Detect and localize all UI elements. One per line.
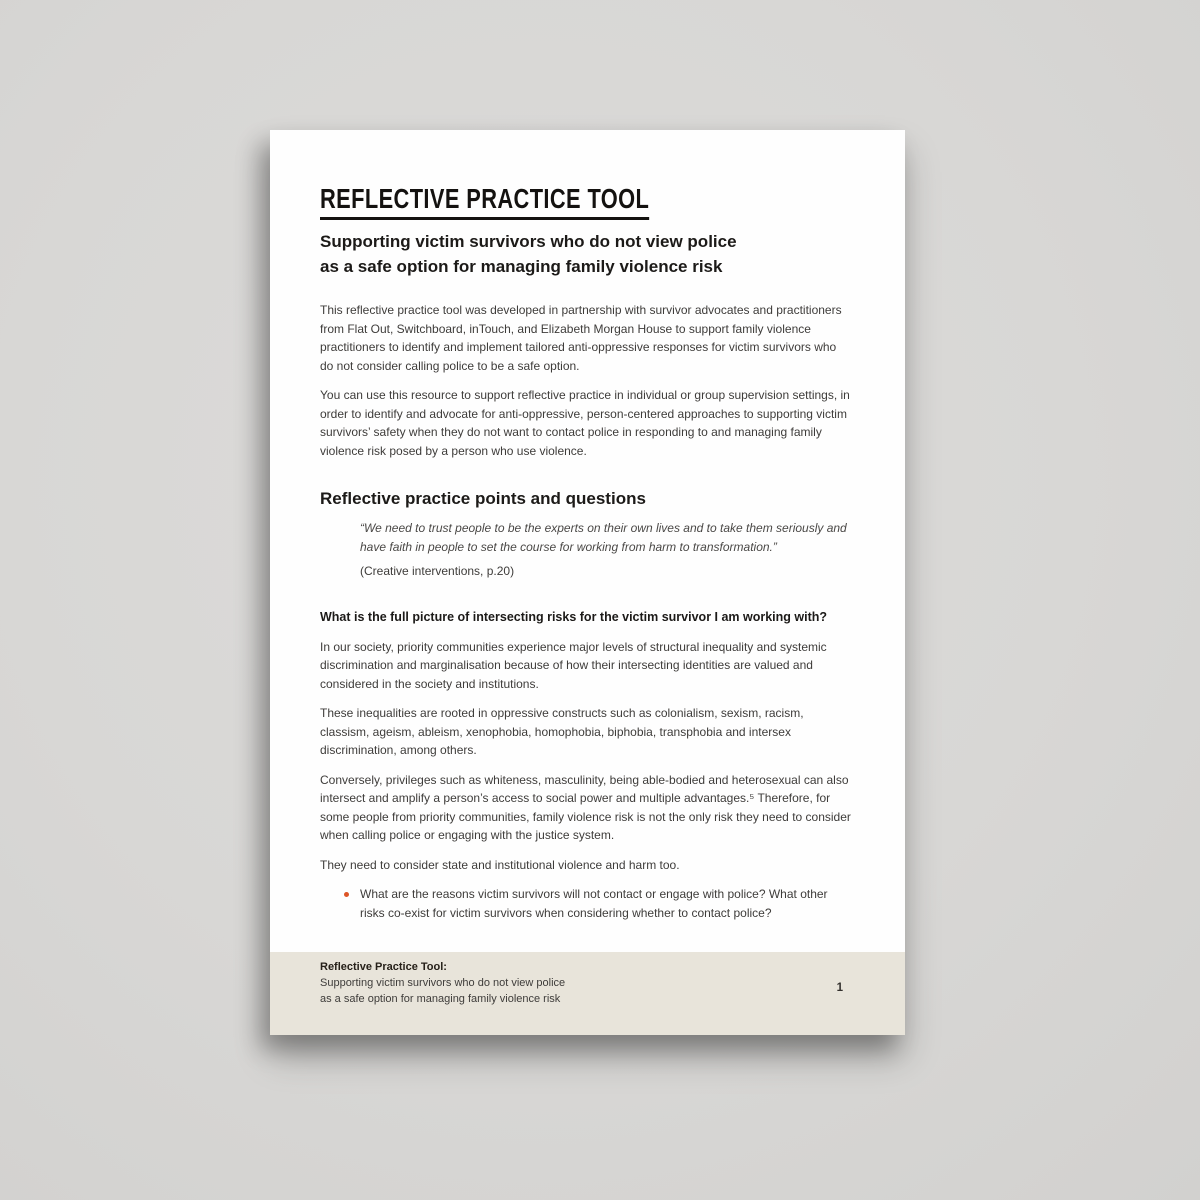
document-page — [270, 130, 905, 1035]
section-heading: Reflective practice points and questions — [320, 489, 646, 508]
document-title-text: REFLECTIVE PRACTICE TOOL — [320, 184, 649, 220]
subtitle-line-2: as a safe option for managing family violence risk — [320, 257, 723, 276]
intro-paragraph-2: You can use this resource to support reflective practice in individual or group supervision settings, in order to identify and advocate for anti-oppressive, person-centered approaches to supporting victim survivors’ safety when they do not want to contact police in responding to and managing family violence risk posed by a person who use violence. — [320, 388, 850, 458]
footer-title: Reflective Practice Tool: — [320, 961, 447, 973]
body-paragraph-2: These inequalities are rooted in oppressive constructs such as colonialism, sexism, racism, classism, ageism, ableism, xenophobia, homophobia, biphobia, transphobia and intersex discrimination, among others. — [320, 706, 804, 757]
bullet-item — [320, 885, 852, 922]
footer-text-block — [320, 959, 845, 1007]
page-content — [270, 130, 905, 922]
page-number: 1 — [836, 982, 843, 994]
footer-line-1: Supporting victim survivors who do not view police — [320, 977, 566, 989]
document-title — [320, 182, 852, 217]
footer-line-2: as a safe option for managing family violence risk — [320, 993, 561, 1005]
bullet-question-text: What are the reasons victim survivors will not contact or engage with police? What other risks co-exist for victim survivors when considering whether to contact police? — [360, 887, 828, 920]
body-paragraph-3: Conversely, privileges such as whiteness, masculinity, being able-bodied and heterosexual can also intersect and amplify a person’s access to social power and multiple advantages.⁵ Therefore, for some people from priority communities, family violence risk is not the only risk they need to consider when calling police or engaging with the justice system. — [320, 772, 851, 842]
question-heading: What is the full picture of intersecting risks for the victim survivor I am working with? — [320, 610, 828, 624]
body-paragraph-1: In our society, priority communities experience major levels of structural inequality and systemic discrimination and marginalisation because of how their intersecting identities are valued and considered in the society and institutions. — [320, 639, 827, 691]
quote-citation: (Creative interventions, p.20) — [360, 564, 515, 578]
subtitle-line-1: Supporting victim survivors who do not view police — [320, 232, 737, 251]
page-footer — [270, 952, 905, 1035]
intro-paragraph-1: This reflective practice tool was developed in partnership with survivor advocates and practitioners from Flat Out, Switchboard, inTouch, and Elizabeth Morgan House to support family violence practitioners to identify and implement tailored anti-oppressive responses for victim survivors who do not consider calling police to be a safe option. — [320, 303, 842, 373]
document-subtitle — [320, 229, 852, 279]
quote-text: “We need to trust people to be the experts on their own lives and to take them seriously and have faith in people to set the course for working from harm to transformation.” — [360, 521, 847, 554]
bullet-dot-icon — [344, 892, 349, 897]
body-paragraph-4: They need to consider state and institutional violence and harm too. — [320, 857, 680, 872]
